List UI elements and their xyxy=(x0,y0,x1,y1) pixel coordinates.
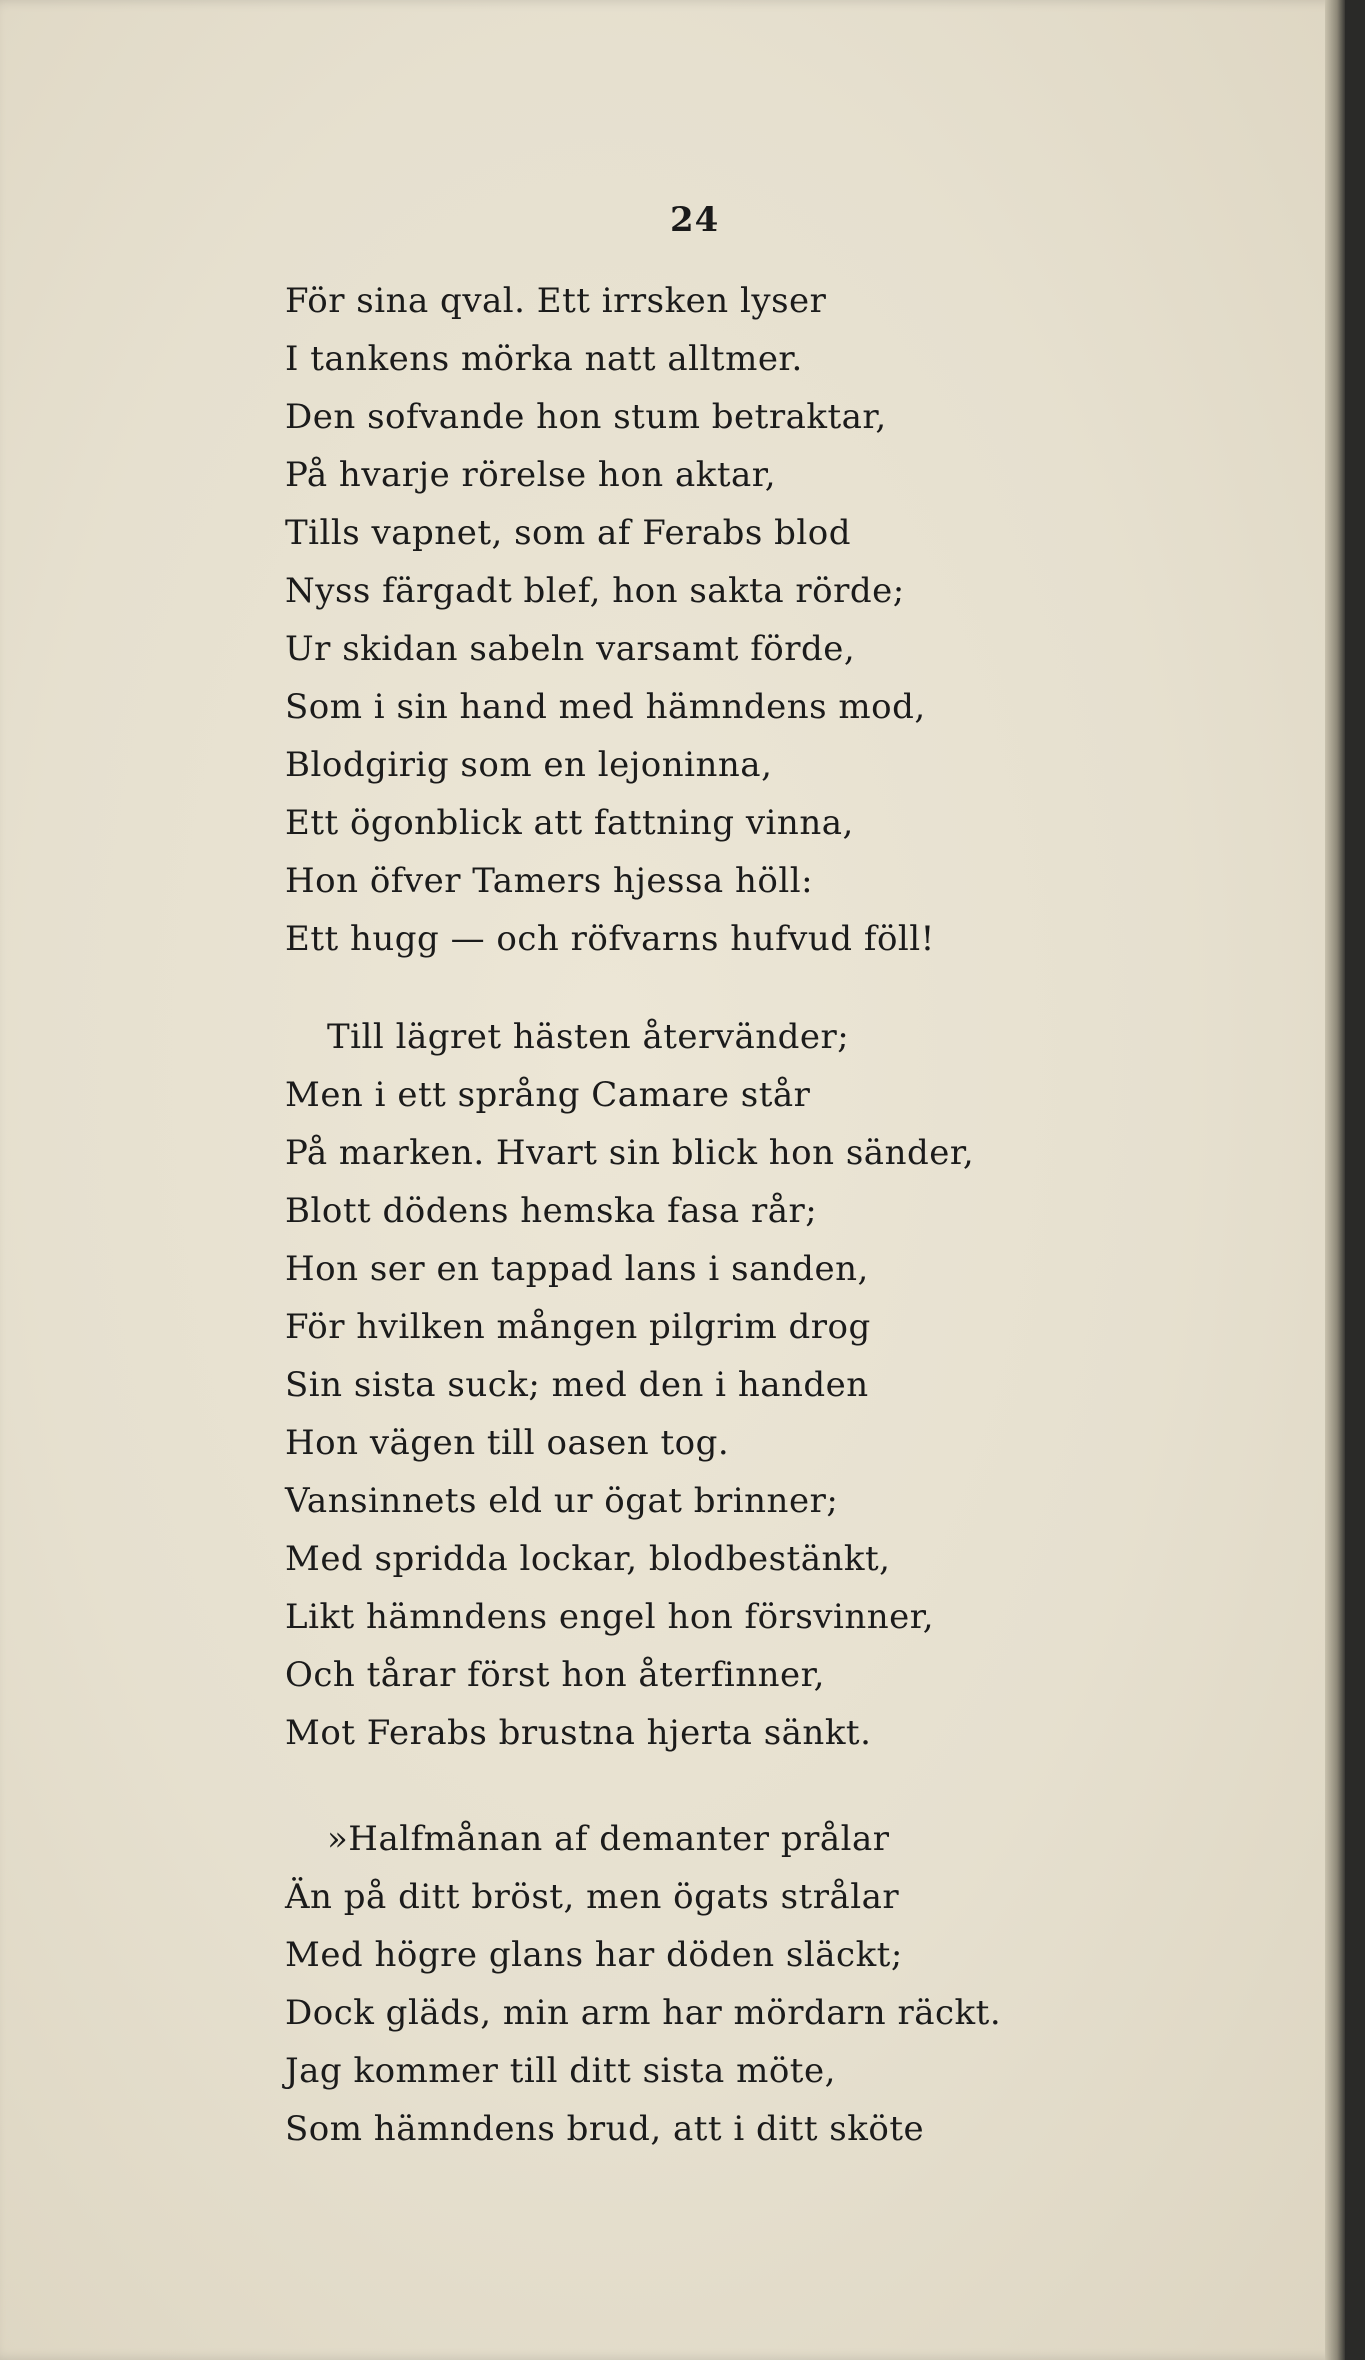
poem-line: För hvilken mången pilgrim drog xyxy=(285,1307,871,1347)
stanza-2 xyxy=(285,1008,1185,1762)
stanza-3 xyxy=(285,1810,1185,2158)
poem-line: Blodgirig som en lejoninna, xyxy=(285,745,773,785)
page-edge xyxy=(1325,0,1345,2360)
poem-line: Med spridda lockar, blodbestänkt, xyxy=(285,1539,891,1579)
poem-line: Mot Ferabs brustna hjerta sänkt. xyxy=(285,1713,872,1753)
poem-line: Hon vägen till oasen tog. xyxy=(285,1423,730,1463)
stanza-gap xyxy=(285,1762,1185,1810)
poem-line: Hon öfver Tamers hjessa höll: xyxy=(285,861,814,901)
poem-line: På marken. Hvart sin blick hon sänder, xyxy=(285,1133,975,1173)
poem-line: Ur skidan sabeln varsamt förde, xyxy=(285,629,856,669)
poem-line: Som i sin hand med hämndens mod, xyxy=(285,687,926,727)
poem-line: Den sofvande hon stum betraktar, xyxy=(285,397,887,437)
poem-line: För sina qval. Ett irrsken lyser xyxy=(285,281,827,321)
poem-line: Än på ditt bröst, men ögats strålar xyxy=(285,1877,900,1917)
poem-line: Ett hugg — och röfvarns hufvud föll! xyxy=(285,919,935,959)
poem-line: Ett ögonblick att fattning vinna, xyxy=(285,803,854,843)
poem-line: Men i ett språng Camare står xyxy=(285,1075,811,1115)
poem-line: Och tårar först hon återfinner, xyxy=(285,1655,825,1695)
poem-line: Med högre glans har döden släckt; xyxy=(285,1935,903,1975)
stanza-1 xyxy=(285,272,1185,968)
poem-line: Dock gläds, min arm har mördarn räckt. xyxy=(285,1993,1002,2033)
poem-line: På hvarje rörelse hon aktar, xyxy=(285,455,777,495)
poem-line: Vansinnets eld ur ögat brinner; xyxy=(285,1481,839,1521)
poem-line: Likt hämndens engel hon försvinner, xyxy=(285,1597,935,1637)
poem-line: I tankens mörka natt alltmer. xyxy=(285,339,803,379)
poem-line: Jag kommer till ditt sista möte, xyxy=(285,2051,836,2091)
poem-line: Blott dödens hemska fasa rår; xyxy=(285,1191,818,1231)
poem-line: Nyss färgadt blef, hon sakta rörde; xyxy=(285,571,905,611)
poem-line: »Halfmånan af demanter prålar xyxy=(327,1819,890,1859)
poem-line: Tills vapnet, som af Ferabs blod xyxy=(285,513,851,553)
stanza-gap xyxy=(285,968,1185,1008)
poem-line: Till lägret hästen återvänder; xyxy=(327,1017,850,1057)
page-number: 24 xyxy=(670,200,720,240)
poem-line: Sin sista suck; med den i handen xyxy=(285,1365,869,1405)
poem-text xyxy=(285,272,1185,2158)
poem-line: Hon ser en tappad lans i sanden, xyxy=(285,1249,869,1289)
poem-line: Som hämndens brud, att i ditt sköte xyxy=(285,2109,925,2149)
